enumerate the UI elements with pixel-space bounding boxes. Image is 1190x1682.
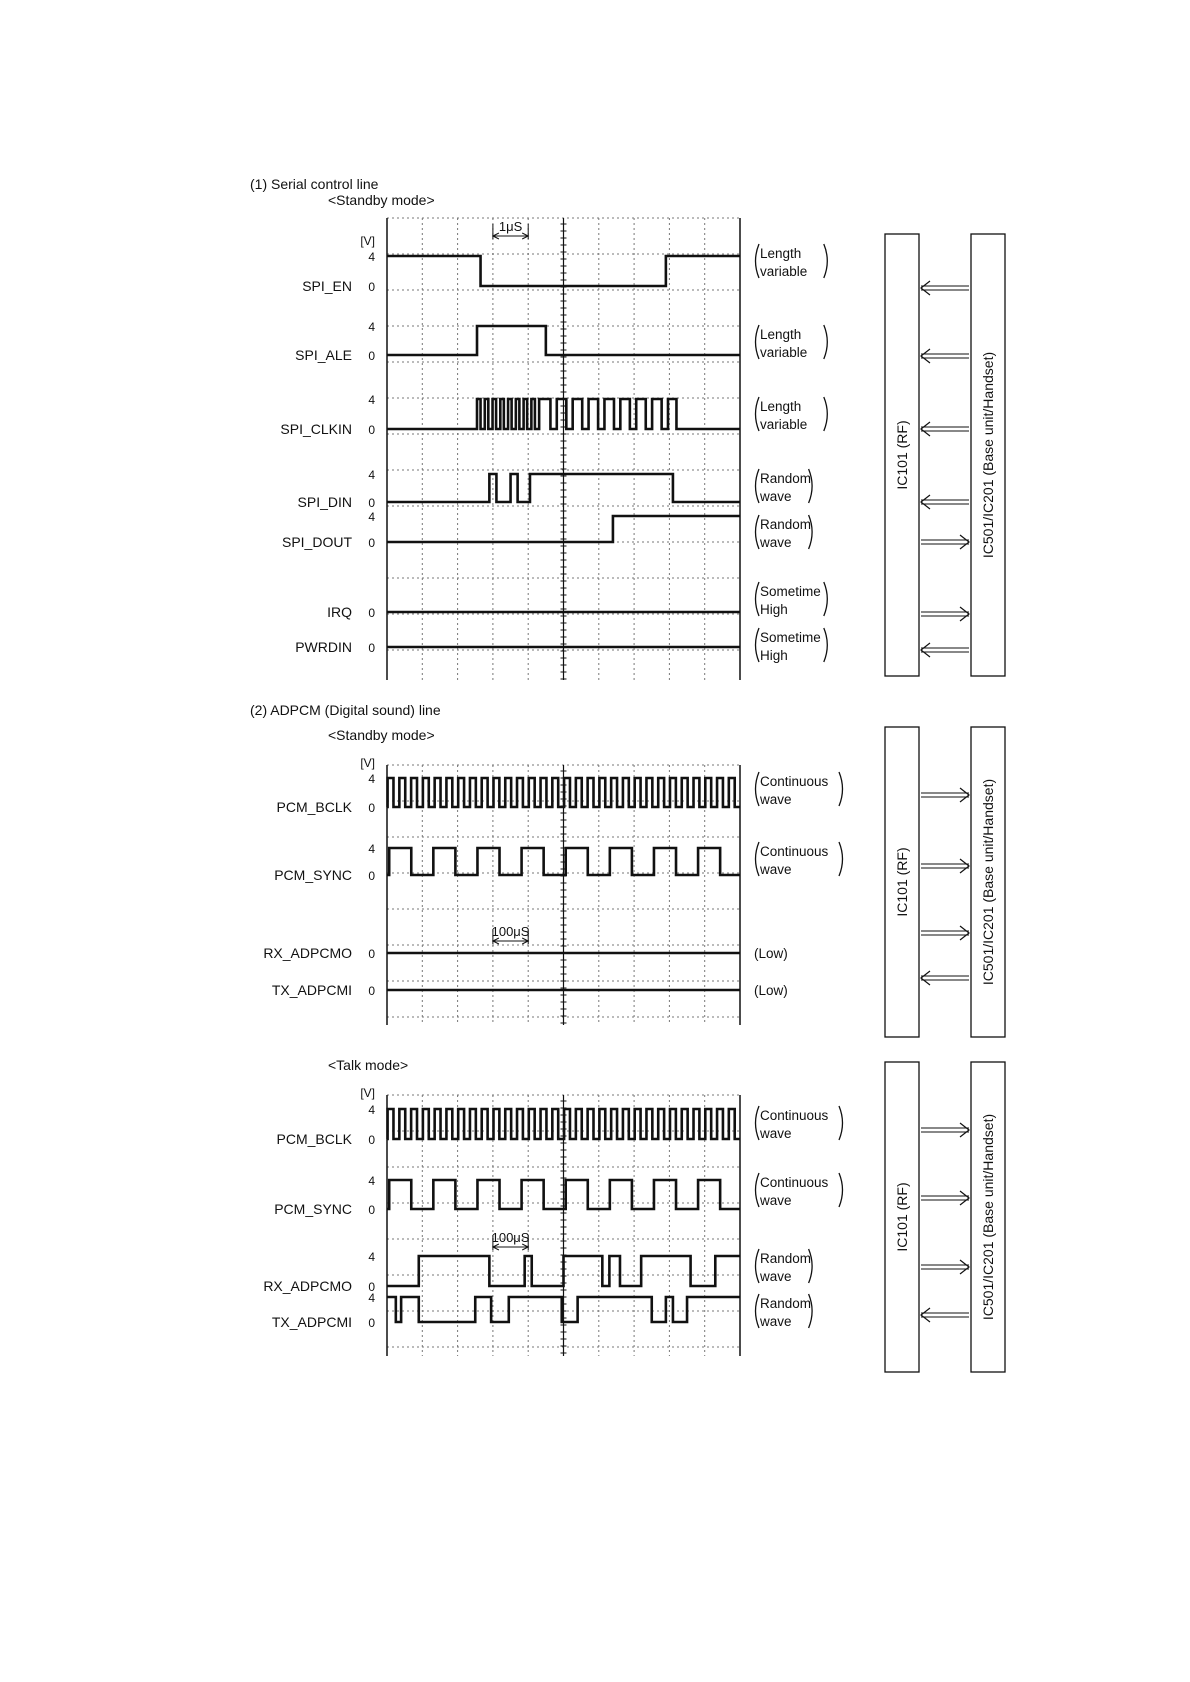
note-line2: wave: [760, 792, 792, 807]
note-line2: High: [760, 602, 788, 617]
section1-label-ic501: IC501/IC201 (Base unit/Handset): [980, 351, 996, 559]
note-line1: Length: [760, 327, 802, 342]
section2-arrow-left: [921, 971, 969, 985]
note-line2: variable: [760, 345, 808, 360]
signal-label-spi_dout: SPI_DOUT: [281, 534, 352, 550]
section1-arrow-right-head: [960, 607, 969, 621]
level-low-label: 0: [368, 280, 375, 294]
note-bracket-left: [756, 842, 760, 876]
note-line2: wave: [760, 1126, 792, 1141]
note-line1: Random: [760, 517, 812, 532]
level-low-label: 0: [368, 349, 375, 363]
note-bracket-right: [839, 1173, 843, 1207]
section1-arrow-left-head: [921, 349, 930, 363]
note-bracket-right: [824, 582, 828, 616]
section1-label-ic101: IC101 (RF): [894, 420, 910, 490]
signal-label-tx_adpcmi: TX_ADPCMI: [271, 982, 352, 998]
note-bracket-left: [756, 582, 760, 616]
section1-arrow-left-head: [921, 422, 930, 436]
signal-label-pcm_bclk: PCM_BCLK: [276, 799, 352, 815]
level-low-label: 0: [368, 1203, 375, 1217]
signal-label-pcm_bclk: PCM_BCLK: [276, 1131, 352, 1147]
section1-arrow-left-head: [921, 643, 930, 657]
note-line1: Random: [760, 1296, 812, 1311]
note-bracket-left: [756, 628, 760, 662]
note-bracket-left: [756, 1294, 760, 1328]
signal-label-rx_adpcmo: RX_ADPCMO: [263, 945, 352, 961]
note-line2: variable: [760, 417, 808, 432]
section1-arrow-left: [921, 422, 969, 436]
note-line2: wave: [760, 1193, 792, 1208]
section2-arrow-right: [921, 926, 969, 940]
signal-label-pcm_sync: PCM_SYNC: [274, 867, 352, 883]
note-line1: Length: [760, 399, 802, 414]
section2-unit-label: [V]: [360, 756, 375, 770]
section3-arrow-right: [921, 1191, 969, 1205]
section3-label-ic501: IC501/IC201 (Base unit/Handset): [980, 1113, 996, 1321]
trace-pcm_bclk: [387, 778, 740, 807]
section1-arrow-left-head: [921, 281, 930, 295]
level-high-label: 4: [368, 510, 375, 524]
level-low-label: 0: [368, 641, 375, 655]
note-line2: variable: [760, 264, 808, 279]
note-line2: High: [760, 648, 788, 663]
note-bracket-left: [756, 469, 760, 503]
section2-arrow-right-head: [960, 788, 969, 802]
section1-arrow-left-head: [921, 495, 930, 509]
section1-unit-label: [V]: [360, 234, 375, 248]
signal-label-spi_en: SPI_EN: [302, 278, 352, 294]
level-low-label: 0: [368, 947, 375, 961]
signal-label-tx_adpcmi: TX_ADPCMI: [271, 1314, 352, 1330]
section1-arrow-right: [921, 607, 969, 621]
signal-label-rx_adpcmo: RX_ADPCMO: [263, 1278, 352, 1294]
note-bracket-left: [756, 772, 760, 806]
section2-title: (2) ADPCM (Digital sound) line: [250, 702, 441, 718]
note-line2: wave: [760, 535, 792, 550]
level-low-label: 0: [368, 606, 375, 620]
signal-label-spi_clkin: SPI_CLKIN: [280, 421, 352, 437]
trace-rx_adpcmo: [387, 1256, 740, 1286]
note-line1: Continuous: [760, 774, 829, 789]
level-low-label: 0: [368, 1280, 375, 1294]
section2-scale-label: 100μS: [491, 924, 530, 939]
section2-mode: <Standby mode>: [328, 727, 435, 743]
level-low-label: 0: [368, 1316, 375, 1330]
section3-arrow-left-head: [921, 1308, 930, 1322]
level-low-label: 0: [368, 536, 375, 550]
section1-mode: <Standby mode>: [328, 192, 435, 208]
note-bracket-right: [824, 325, 828, 359]
note-bracket-left: [756, 325, 760, 359]
section1-arrow-right-head: [960, 535, 969, 549]
section1-title: (1) Serial control line: [250, 176, 379, 192]
signal-label-spi_ale: SPI_ALE: [295, 347, 352, 363]
section1-arrow-right: [921, 535, 969, 549]
level-low-label: 0: [368, 801, 375, 815]
level-low-label: 0: [368, 423, 375, 437]
section3-arrow-right-head: [960, 1260, 969, 1274]
note-line1: Random: [760, 1251, 812, 1266]
level-low-label: 0: [368, 496, 375, 510]
section3-mode: <Talk mode>: [328, 1057, 409, 1073]
section2-label-ic501: IC501/IC201 (Base unit/Handset): [980, 778, 996, 986]
note-bracket-right: [824, 244, 828, 278]
section2-label-ic101: IC101 (RF): [894, 847, 910, 917]
section1-arrow-left: [921, 281, 969, 295]
section2-arrow-right-head: [960, 926, 969, 940]
note-line1: Sometime: [760, 584, 821, 599]
note-bracket-left: [756, 244, 760, 278]
note-line1: Length: [760, 246, 802, 261]
signal-label-pcm_sync: PCM_SYNC: [274, 1201, 352, 1217]
section3-arrow-right: [921, 1123, 969, 1137]
section3-arrow-right-head: [960, 1123, 969, 1137]
note-line2: wave: [760, 862, 792, 877]
level-high-label: 4: [368, 468, 375, 482]
level-low-label: 0: [368, 869, 375, 883]
level-high-label: 4: [368, 250, 375, 264]
section1-arrow-left: [921, 643, 969, 657]
level-high-label: 4: [368, 393, 375, 407]
note-line1: Continuous: [760, 1175, 829, 1190]
note-bracket-right: [839, 842, 843, 876]
section1-arrow-left: [921, 495, 969, 509]
note-bracket-left: [756, 515, 760, 549]
signal-label-spi_din: SPI_DIN: [297, 494, 352, 510]
level-high-label: 4: [368, 842, 375, 856]
section3-arrow-right-head: [960, 1191, 969, 1205]
level-high-label: 4: [368, 1103, 375, 1117]
note-bracket-left: [756, 1106, 760, 1140]
level-high-label: 4: [368, 1174, 375, 1188]
note-line2: wave: [760, 1314, 792, 1329]
note-bracket-right: [839, 772, 843, 806]
signal-label-pwrdin: PWRDIN: [295, 639, 352, 655]
section3-arrow-right: [921, 1260, 969, 1274]
note-bracket-left: [756, 397, 760, 431]
note-line1: (Low): [754, 983, 788, 998]
section2-arrow-right-head: [960, 859, 969, 873]
section2-arrow-right: [921, 859, 969, 873]
note-bracket-right: [824, 628, 828, 662]
section3-arrow-left: [921, 1308, 969, 1322]
note-line1: Continuous: [760, 844, 829, 859]
note-bracket-right: [839, 1106, 843, 1140]
signal-label-irq: IRQ: [327, 604, 352, 620]
note-line1: Continuous: [760, 1108, 829, 1123]
level-high-label: 4: [368, 320, 375, 334]
note-bracket-left: [756, 1249, 760, 1283]
section1-scale-label: 1μS: [498, 219, 523, 234]
level-low-label: 0: [368, 1133, 375, 1147]
level-low-label: 0: [368, 984, 375, 998]
level-high-label: 4: [368, 1250, 375, 1264]
trace-pcm_bclk: [387, 1109, 740, 1139]
section1-arrow-left: [921, 349, 969, 363]
note-line1: Sometime: [760, 630, 821, 645]
section3-label-ic101: IC101 (RF): [894, 1182, 910, 1252]
section2-arrow-left-head: [921, 971, 930, 985]
section2-arrow-right: [921, 788, 969, 802]
note-line1: Random: [760, 471, 812, 486]
note-line2: wave: [760, 489, 792, 504]
note-bracket-left: [756, 1173, 760, 1207]
section3-unit-label: [V]: [360, 1086, 375, 1100]
note-bracket-right: [824, 397, 828, 431]
section3-scale-label: 100μS: [491, 1230, 530, 1245]
level-high-label: 4: [368, 772, 375, 786]
level-high-label: 4: [368, 1291, 375, 1305]
note-line2: wave: [760, 1269, 792, 1284]
note-line1: (Low): [754, 946, 788, 961]
